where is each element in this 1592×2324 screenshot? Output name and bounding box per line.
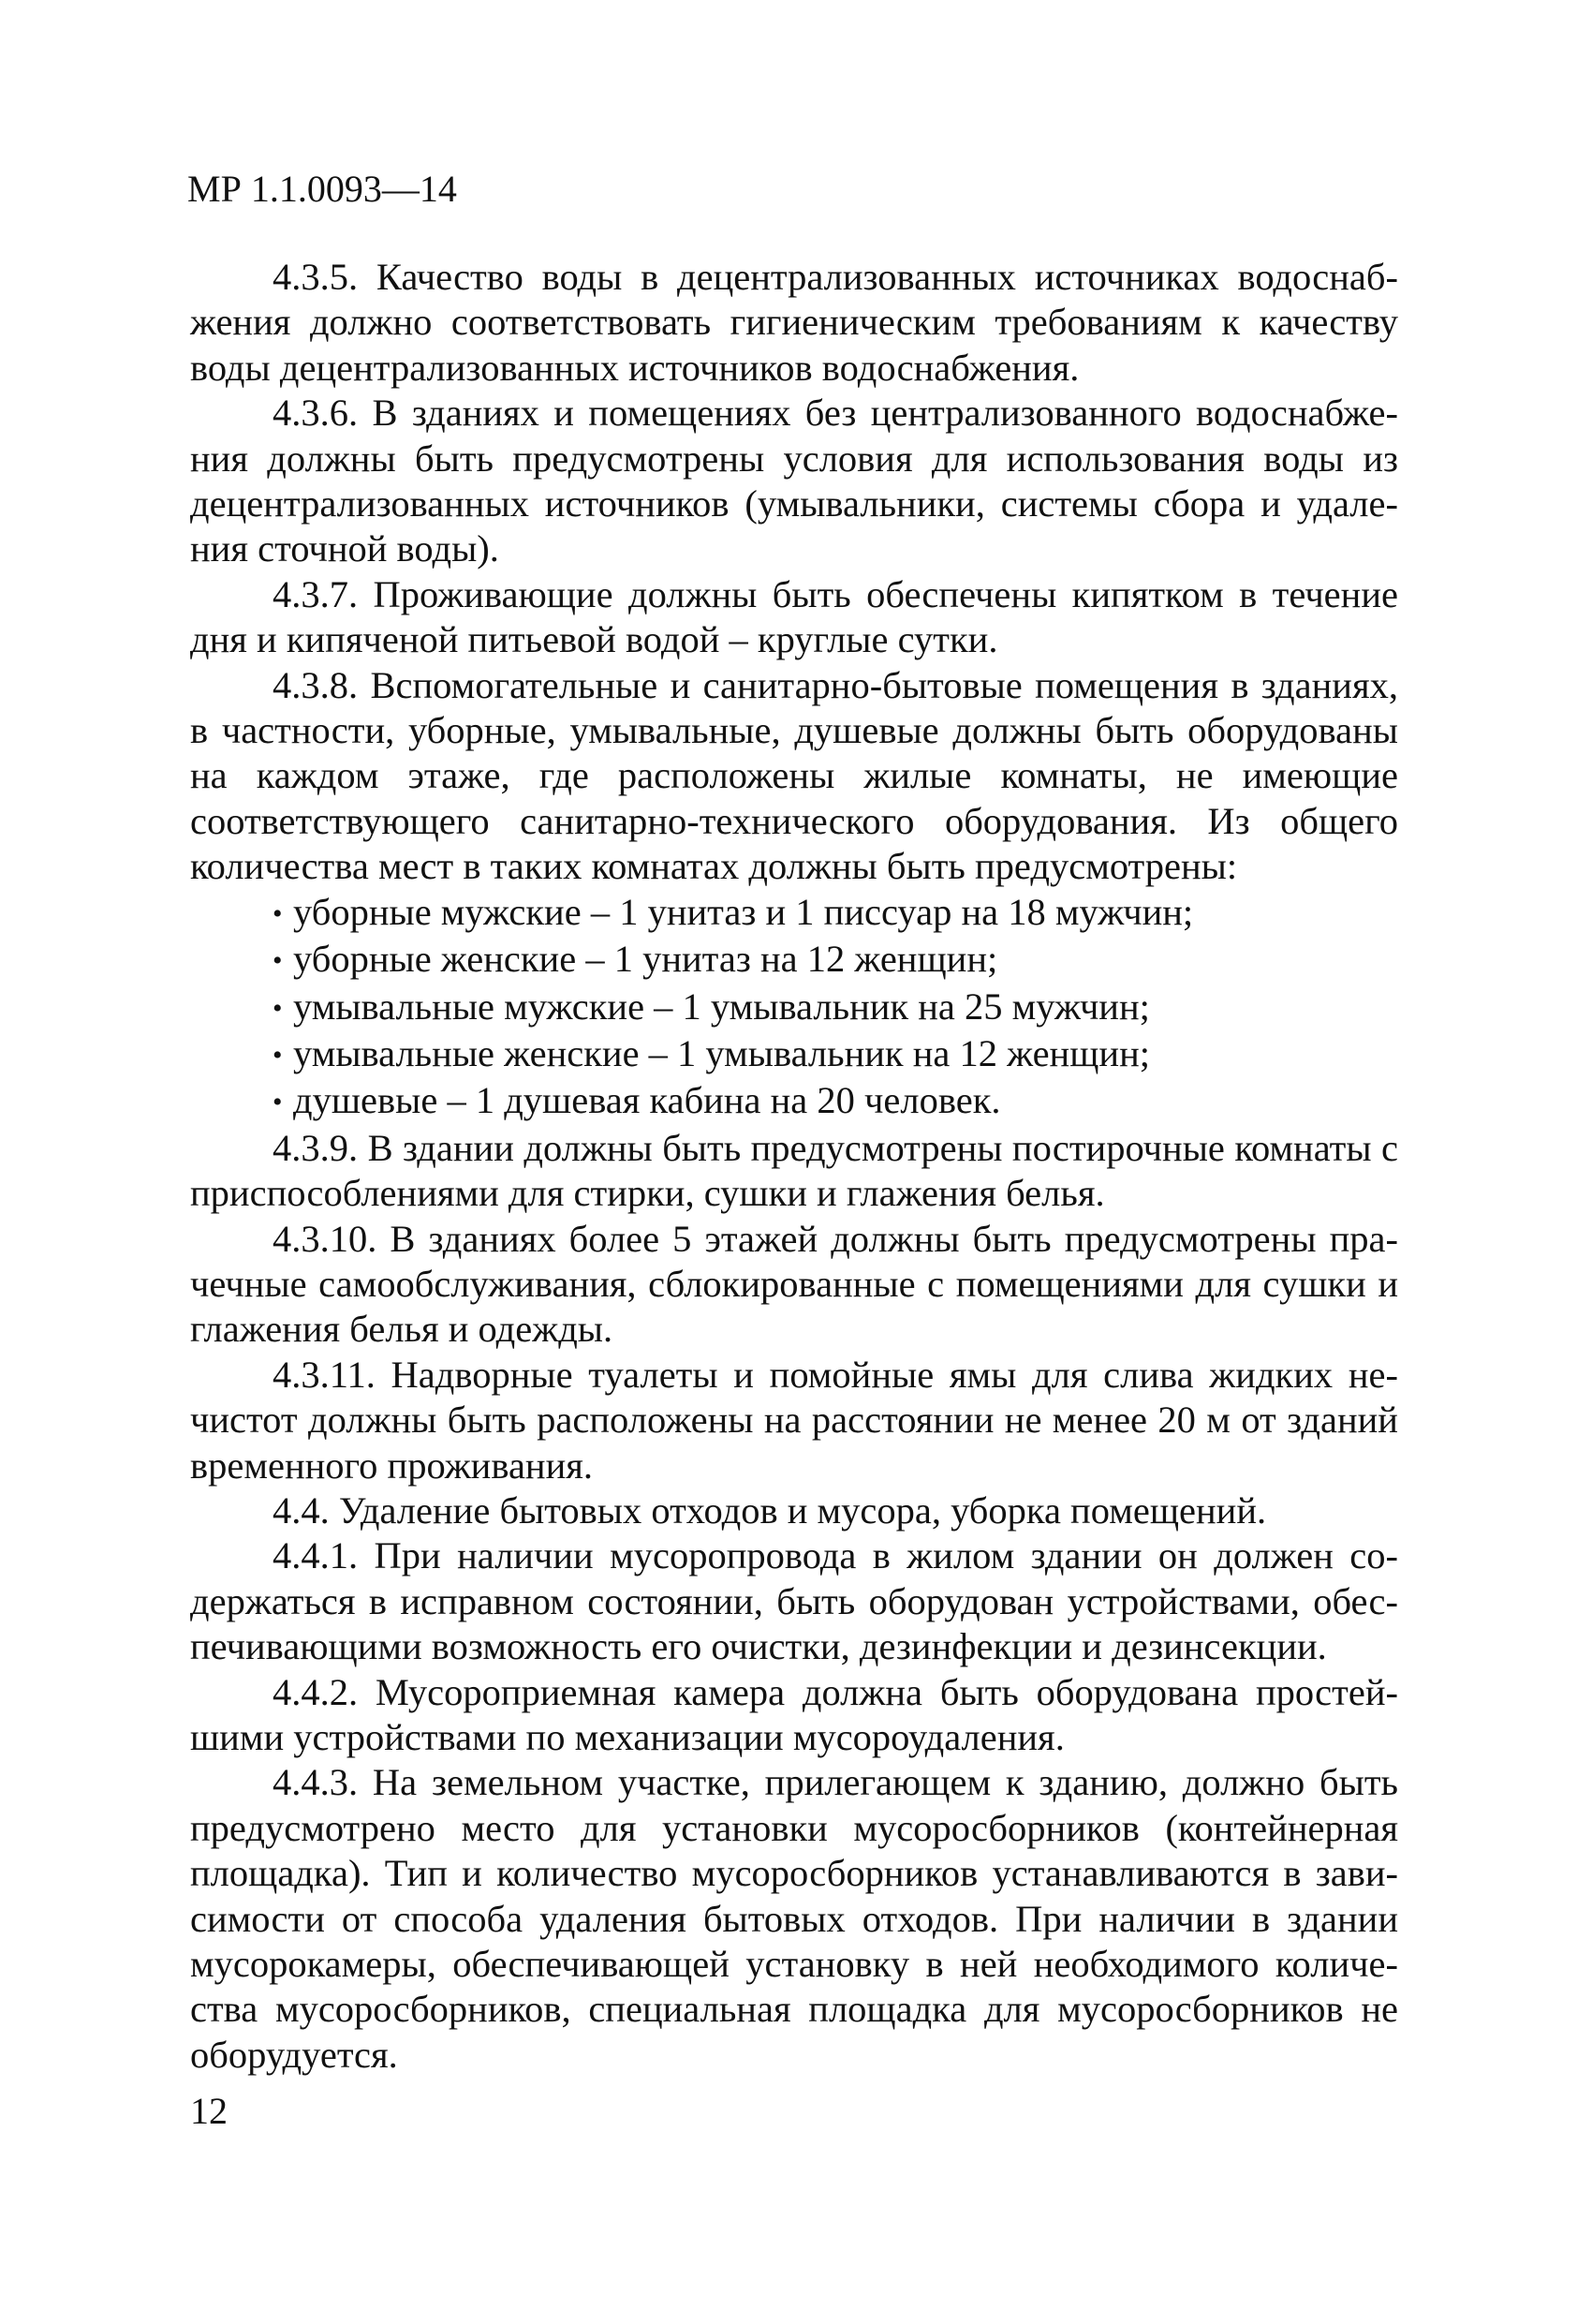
- list-item-text: умывальные женские – 1 умывальник на 12 женщин;: [293, 1031, 1151, 1074]
- list-item: [190, 1078, 1398, 1125]
- paragraph-4-3-5: 4.3.5. Качество воды в децентрализованных источниках водоснабжения должно соответствовать гигиеническим требованиям к качеству воды децентрализованных источников водоснабжения.: [190, 256, 1398, 389]
- paragraph-4-3-11: 4.3.11. Надворные туалеты и помойные ямы для слива жидких нечистот должны быть расположены на расстоянии не менее 20 м от зданий временного проживания.: [190, 1353, 1398, 1487]
- list-item: [190, 984, 1398, 1031]
- list-item: [190, 890, 1398, 937]
- paragraph-4-3-7: 4.3.7. Проживающие должны быть обеспечены кипятком в течение дня и кипяченой питьевой водой – круглые сутки.: [190, 572, 1398, 661]
- paragraph-4-4-1: 4.4.1. При наличии мусоропровода в жилом здании он должен содержаться в исправном состоянии, быть оборудован устройствами, обеспечивающими возможность его очистки, дезинфекции и дезинсекции.: [190, 1534, 1398, 1668]
- section-heading-4-4: 4.4. Удаление бытовых отходов и мусора, уборка помещений.: [273, 1488, 1267, 1532]
- bullet-icon: •: [273, 1087, 283, 1118]
- bullet-icon: •: [273, 1039, 283, 1071]
- list-item-text: уборные мужские – 1 унитаз и 1 писсуар на 18 мужчин;: [293, 890, 1194, 933]
- paragraph-4-3-10: 4.3.10. В зданиях более 5 этажей должны быть предусмотрены прачечные самообслуживания, сблокированные с помещениями для сушки и глажения белья и одежды.: [190, 1217, 1398, 1351]
- bullet-icon: •: [273, 945, 283, 977]
- list-item: [190, 937, 1398, 984]
- document-code-header: МР 1.1.0093—14: [187, 168, 457, 210]
- paragraph-4-4-3: 4.4.3. На земельном участке, прилегающем к зданию, должно быть предусмотрено место для установки мусоросборников (контейнерная площадка). Тип и количество мусоросборников устанавливаются в зависимости от способа удаления бытовых отходов. При наличии в здании мусорокамеры, обеспечивающей установку в ней необходимого количества мусоросборников, специальная площадка для мусоросборников не оборудуется.: [190, 1761, 1398, 2076]
- paragraph-4-3-6: 4.3.6. В зданиях и помещениях без централизованного водоснабжения должны быть предусмотрены условия для использования воды из децентрализованных источников (умывальники, системы сбора и удаления сточной воды).: [190, 392, 1398, 570]
- document-body: [190, 255, 1398, 2078]
- page-number: 12: [190, 2090, 228, 2132]
- sanitary-norms-list: [190, 890, 1398, 1126]
- paragraph-4-3-9: 4.3.9. В здании должны быть предусмотрены постирочные комнаты с приспособлениями для стирки, сушки и глажения белья.: [190, 1126, 1398, 1215]
- list-item-text: душевые – 1 душевая кабина на 20 человек.: [293, 1079, 1001, 1122]
- list-item: [190, 1031, 1398, 1078]
- list-item-text: умывальные мужские – 1 умывальник на 25 мужчин;: [293, 984, 1150, 1028]
- bullet-icon: •: [273, 992, 283, 1024]
- bullet-icon: •: [273, 897, 283, 929]
- list-item-text: уборные женские – 1 унитаз на 12 женщин;: [293, 938, 998, 981]
- paragraph-4-4-2: 4.4.2. Мусороприемная камера должна быть оборудована простейшими устройствами по механизации мусороудаления.: [190, 1670, 1398, 1758]
- paragraph-4-3-8: 4.3.8. Вспомогательные и санитарно-бытовые помещения в зданиях, в частности, уборные, умывальные, душевые должны быть оборудованы на каждом этаже, где расположены жилые комнаты, не имеющие соответствующего санитарно-технического оборудования. Из общего количества мест в таких комнатах должны быть предусмотрены:: [190, 663, 1398, 888]
